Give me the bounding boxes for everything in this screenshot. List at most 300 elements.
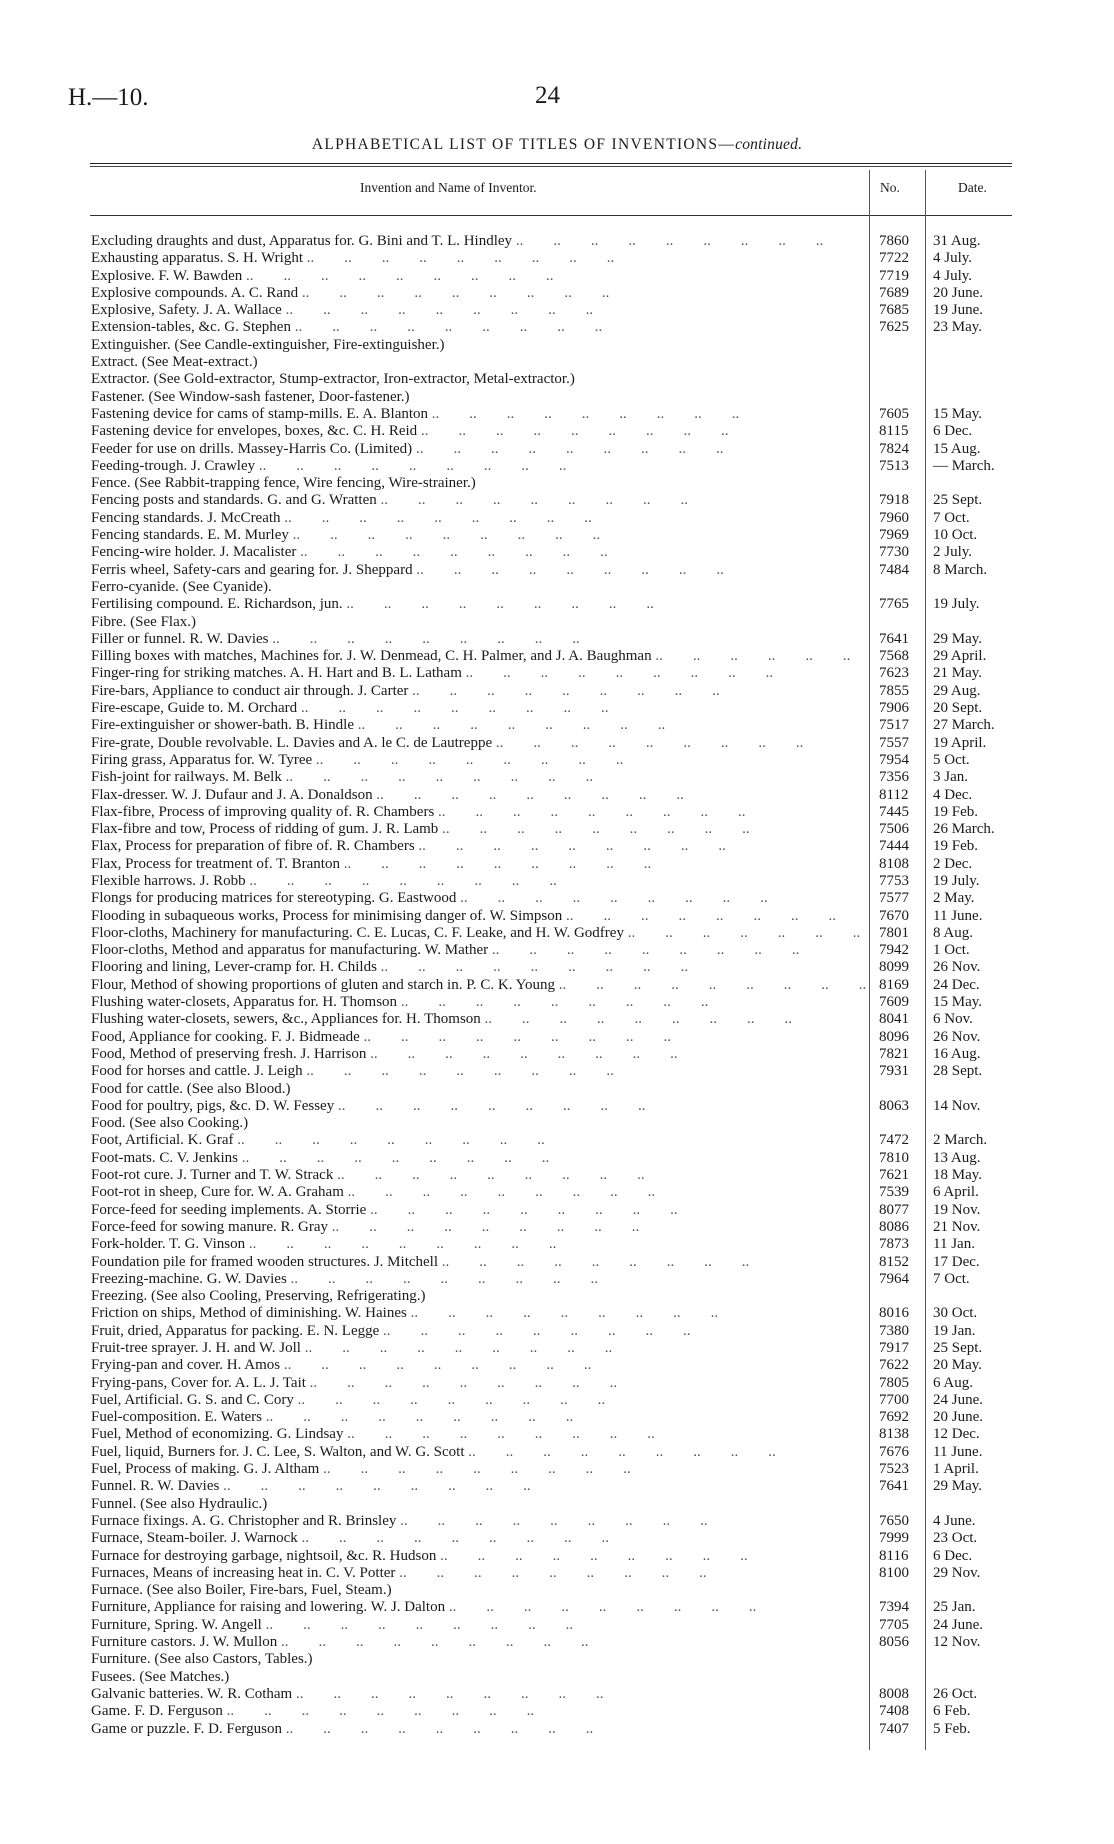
invention-title: Game or puzzle. F. D. Ferguson .. bbox=[91, 1721, 593, 1738]
patent-date: 11 June. bbox=[933, 1443, 983, 1460]
invention-title: Fire-grate, Double revolvable. L. Davies and A. le C. de Lautreppe .. bbox=[91, 735, 803, 752]
list-item bbox=[0, 319, 1114, 336]
patent-number: 8041 bbox=[879, 1011, 909, 1028]
list-item bbox=[0, 544, 1114, 561]
list-item bbox=[0, 821, 1114, 838]
list-item bbox=[0, 769, 1114, 786]
invention-title: Flax-fibre and tow, Process of ridding of gum. J. R. Lamb .. bbox=[91, 821, 750, 838]
list-item bbox=[0, 890, 1114, 907]
list-item bbox=[0, 371, 1114, 388]
list-item bbox=[0, 579, 1114, 596]
patent-date: 6 Feb. bbox=[933, 1703, 971, 1720]
patent-date: 24 June. bbox=[933, 1616, 983, 1633]
list-item bbox=[0, 1271, 1114, 1288]
list-item bbox=[0, 1081, 1114, 1098]
patent-number: 7954 bbox=[879, 751, 909, 768]
patent-date: 26 Nov. bbox=[933, 1028, 981, 1045]
patent-number: 7860 bbox=[879, 233, 909, 249]
invention-title: Explosive, Safety. J. A. Wallace .. bbox=[91, 302, 593, 319]
top-rule bbox=[90, 163, 1012, 164]
patent-number: 7356 bbox=[879, 769, 909, 786]
list-item bbox=[0, 1426, 1114, 1443]
patent-date: 19 April. bbox=[933, 734, 987, 751]
list-item bbox=[0, 787, 1114, 804]
patent-number: 7960 bbox=[879, 509, 909, 526]
invention-title: Friction on ships, Method of diminishing. W. Haines .. bbox=[91, 1305, 718, 1322]
invention-title: Fusees. (See Matches.) bbox=[91, 1668, 230, 1685]
invention-title: Fencing standards. E. M. Murley .. bbox=[91, 527, 600, 544]
patent-date: 28 Sept. bbox=[933, 1063, 983, 1080]
patent-date: — March. bbox=[933, 457, 995, 474]
invention-title: Fencing posts and standards. G. and G. Wratten .. bbox=[91, 492, 688, 509]
list-item bbox=[0, 1444, 1114, 1461]
invention-title: Fastener. (See Window-sash fastener, Door-fastener.) bbox=[91, 388, 410, 405]
patent-date: 5 Oct. bbox=[933, 751, 970, 768]
patent-number: 7918 bbox=[879, 492, 909, 509]
patent-number: 8096 bbox=[879, 1028, 909, 1045]
invention-title: Foundation pile for framed wooden structures. J. Mitchell .. bbox=[91, 1254, 749, 1271]
patent-number: 7650 bbox=[879, 1512, 909, 1529]
invention-title: Fuel, liquid, Burners for. J. C. Lee, S. Walton, and W. G. Scott .. bbox=[91, 1444, 776, 1461]
invention-title: Frying-pans, Cover for. A. L. J. Tait .. bbox=[91, 1375, 617, 1392]
invention-title: Flax-dresser. W. J. Dufaur and J. A. Donaldson .. bbox=[91, 787, 684, 804]
invention-title: Fuel, Artificial. G. S. and C. Cory .. bbox=[91, 1392, 605, 1409]
list-item bbox=[0, 925, 1114, 942]
invention-title: Force-feed for seeding implements. A. Storrie .. bbox=[91, 1202, 678, 1219]
patent-number: 8112 bbox=[879, 786, 909, 803]
patent-date: 4 July. bbox=[933, 267, 973, 284]
invention-title: Fish-joint for railways. M. Belk .. bbox=[91, 769, 593, 786]
page-number: 24 bbox=[535, 82, 560, 109]
list-item bbox=[0, 1513, 1114, 1530]
patent-number: 8099 bbox=[879, 959, 909, 976]
invention-title: Flax, Process for treatment of. T. Branton .. bbox=[91, 856, 651, 873]
top-rule-thin bbox=[90, 166, 1012, 167]
patent-number: 7517 bbox=[879, 717, 909, 734]
list-item bbox=[0, 683, 1114, 700]
patent-date: 24 Dec. bbox=[933, 976, 980, 993]
list-item bbox=[0, 250, 1114, 267]
patent-date: 15 May. bbox=[933, 994, 983, 1011]
patent-date: 14 Nov. bbox=[933, 1097, 981, 1114]
patent-number: 7692 bbox=[879, 1409, 909, 1426]
list-item bbox=[0, 285, 1114, 302]
patent-date: 21 Nov. bbox=[933, 1218, 981, 1235]
invention-title: Game. F. D. Ferguson .. bbox=[91, 1703, 534, 1720]
list-item bbox=[0, 1548, 1114, 1565]
patent-date: 19 Feb. bbox=[933, 838, 978, 855]
list-item bbox=[0, 648, 1114, 665]
list-item bbox=[0, 804, 1114, 821]
patent-date: 15 Aug. bbox=[933, 440, 981, 457]
patent-number: 7765 bbox=[879, 596, 909, 613]
header-rule bbox=[90, 215, 1012, 216]
patent-date: 16 Aug. bbox=[933, 1045, 981, 1062]
invention-title: Extension-tables, &c. G. Stephen .. bbox=[91, 319, 602, 336]
patent-date: 1 April. bbox=[933, 1461, 979, 1478]
list-item bbox=[0, 1340, 1114, 1357]
patent-date: 21 May. bbox=[933, 665, 983, 682]
patent-date: 1 Oct. bbox=[933, 942, 970, 959]
patent-date: 15 May. bbox=[933, 405, 983, 422]
list-item bbox=[0, 562, 1114, 579]
patent-date: 19 July. bbox=[933, 872, 980, 889]
list-item bbox=[0, 510, 1114, 527]
patent-date: 13 Aug. bbox=[933, 1149, 981, 1166]
patent-date: 24 June. bbox=[933, 1391, 983, 1408]
invention-title: Foot, Artificial. K. Graf .. bbox=[91, 1132, 545, 1149]
invention-title: Fire-extinguisher or shower-bath. B. Hindle .. bbox=[91, 717, 665, 734]
invention-title: Fencing-wire holder. J. Macalister .. bbox=[91, 544, 608, 561]
list-item bbox=[0, 1202, 1114, 1219]
invention-title: Fork-holder. T. G. Vinson .. bbox=[91, 1236, 556, 1253]
inventions-list bbox=[0, 233, 1114, 1738]
invention-title: Galvanic batteries. W. R. Cotham .. bbox=[91, 1686, 603, 1703]
list-item bbox=[0, 1375, 1114, 1392]
patent-number: 8116 bbox=[879, 1547, 909, 1564]
patent-number: 8056 bbox=[879, 1634, 909, 1651]
patent-date: 25 Sept. bbox=[933, 1340, 983, 1356]
patent-number: 7577 bbox=[879, 890, 909, 907]
list-item bbox=[0, 631, 1114, 648]
patent-number: 7568 bbox=[879, 648, 909, 665]
list-item bbox=[0, 665, 1114, 682]
invention-title: Floor-cloths, Method and apparatus for manufacturing. W. Mather .. bbox=[91, 942, 799, 959]
list-item bbox=[0, 441, 1114, 458]
patent-number: 7824 bbox=[879, 440, 909, 457]
invention-title: Flooring and lining, Lever-cramp for. H. Childs .. bbox=[91, 959, 688, 976]
patent-number: 7557 bbox=[879, 734, 909, 751]
patent-date: 19 Jan. bbox=[933, 1322, 976, 1339]
list-item bbox=[0, 1098, 1114, 1115]
patent-date: 31 Aug. bbox=[933, 233, 981, 249]
invention-title: Finger-ring for striking matches. A. H. Hart and B. L. Latham .. bbox=[91, 665, 773, 682]
patent-date: 6 Dec. bbox=[933, 423, 973, 440]
patent-number: 7539 bbox=[879, 1184, 909, 1201]
patent-number: 7609 bbox=[879, 994, 909, 1011]
list-item bbox=[0, 233, 1114, 250]
column-header-date: Date. bbox=[958, 180, 987, 195]
patent-number: 7855 bbox=[879, 682, 909, 699]
patent-number: 7969 bbox=[879, 527, 909, 544]
list-item bbox=[0, 1029, 1114, 1046]
patent-date: 19 Nov. bbox=[933, 1201, 981, 1218]
patent-number: 7801 bbox=[879, 924, 909, 941]
patent-date: 7 Oct. bbox=[933, 509, 970, 526]
list-item bbox=[0, 1530, 1114, 1547]
list-item bbox=[0, 1599, 1114, 1616]
patent-date: 12 Nov. bbox=[933, 1634, 981, 1651]
invention-title: Fibre. (See Flax.) bbox=[91, 613, 196, 630]
patent-date: 20 June. bbox=[933, 284, 983, 301]
list-item bbox=[0, 1686, 1114, 1703]
invention-title: Flushing water-closets, sewers, &c., Appliances for. H. Thomson .. bbox=[91, 1011, 792, 1028]
invention-title: Explosive. F. W. Bawden .. bbox=[91, 268, 554, 285]
patent-number: 7621 bbox=[879, 1167, 909, 1184]
patent-date: 6 Dec. bbox=[933, 1547, 973, 1564]
patent-number: 7821 bbox=[879, 1045, 909, 1062]
list-item bbox=[0, 1669, 1114, 1686]
invention-title: Extractor. (See Gold-extractor, Stump-extractor, Iron-extractor, Metal-extractor.) bbox=[91, 371, 575, 388]
invention-title: Furniture. (See also Castors, Tables.) bbox=[91, 1651, 313, 1668]
list-item bbox=[0, 1219, 1114, 1236]
patent-number: 7931 bbox=[879, 1063, 909, 1080]
invention-title: Furnace for destroying garbage, nightsoil, &c. R. Hudson .. bbox=[91, 1548, 748, 1565]
list-item bbox=[0, 1167, 1114, 1184]
patent-number: 7719 bbox=[879, 267, 909, 284]
patent-date: 25 Sept. bbox=[933, 492, 983, 509]
patent-number: 7942 bbox=[879, 942, 909, 959]
patent-date: 23 Oct. bbox=[933, 1530, 978, 1547]
invention-title: Flour, Method of showing proportions of gluten and starch in. P. C. K. Young .. bbox=[91, 977, 866, 994]
patent-number: 7472 bbox=[879, 1132, 909, 1149]
patent-number: 7622 bbox=[879, 1357, 909, 1374]
invention-title: Fire-escape, Guide to. M. Orchard .. bbox=[91, 700, 608, 717]
patent-number: 7906 bbox=[879, 700, 909, 717]
list-item bbox=[0, 838, 1114, 855]
patent-date: 19 July. bbox=[933, 596, 980, 613]
patent-number: 8100 bbox=[879, 1564, 909, 1581]
list-item bbox=[0, 942, 1114, 959]
list-item bbox=[0, 406, 1114, 423]
patent-number: 8108 bbox=[879, 855, 909, 872]
invention-title: Fence. (See Rabbit-trapping fence, Wire fencing, Wire-strainer.) bbox=[91, 475, 476, 492]
list-item bbox=[0, 1288, 1114, 1305]
patent-number: 7408 bbox=[879, 1703, 909, 1720]
patent-date: 4 June. bbox=[933, 1512, 976, 1529]
patent-date: 2 March. bbox=[933, 1132, 988, 1149]
list-item bbox=[0, 700, 1114, 717]
invention-title: Extract. (See Meat-extract.) bbox=[91, 354, 258, 371]
invention-title: Floor-cloths, Machinery for manufacturing. C. E. Lucas, C. F. Leake, and H. W. Godfrey .. bbox=[91, 925, 867, 942]
list-item bbox=[0, 1461, 1114, 1478]
invention-title: Exhausting apparatus. S. H. Wright .. bbox=[91, 250, 614, 267]
invention-title: Fire-bars, Appliance to conduct air through. J. Carter .. bbox=[91, 683, 720, 700]
patent-date: 26 March. bbox=[933, 821, 995, 838]
patent-date: 2 Dec. bbox=[933, 855, 973, 872]
patent-date: 8 Aug. bbox=[933, 924, 974, 941]
invention-title: Furniture, Spring. W. Angell .. bbox=[91, 1617, 573, 1634]
patent-number: 8086 bbox=[879, 1218, 909, 1235]
invention-title: Freezing-machine. G. W. Davies .. bbox=[91, 1271, 598, 1288]
list-item bbox=[0, 596, 1114, 613]
patent-number: 7484 bbox=[879, 561, 909, 578]
invention-title: Filling boxes with matches, Machines for. J. W. Denmead, C. H. Palmer, and J. A. Baughman .. bbox=[91, 648, 867, 665]
list-item bbox=[0, 856, 1114, 873]
patent-date: 23 May. bbox=[933, 319, 983, 336]
patent-number: 7689 bbox=[879, 284, 909, 301]
invention-title: Furnaces, Means of increasing heat in. C. V. Potter .. bbox=[91, 1565, 707, 1582]
list-item bbox=[0, 1011, 1114, 1028]
patent-number: 7685 bbox=[879, 302, 909, 319]
invention-title: Feeder for use on drills. Massey-Harris Co. (Limited) .. bbox=[91, 441, 723, 458]
invention-title: Furnace, Steam-boiler. J. Warnock .. bbox=[91, 1530, 609, 1547]
invention-title: Food, Method of preserving fresh. J. Harrison .. bbox=[91, 1046, 678, 1063]
patent-number: 7444 bbox=[879, 838, 909, 855]
list-item bbox=[0, 1651, 1114, 1668]
patent-date: 29 April. bbox=[933, 648, 987, 665]
list-item bbox=[0, 1046, 1114, 1063]
list-item bbox=[0, 389, 1114, 406]
invention-title: Flushing water-closets, Apparatus for. H. Thomson .. bbox=[91, 994, 708, 1011]
list-item bbox=[0, 527, 1114, 544]
patent-number: 7730 bbox=[879, 544, 909, 561]
invention-title: Extinguisher. (See Candle-extinguisher, Fire-extinguisher.) bbox=[91, 336, 445, 353]
list-item bbox=[0, 1115, 1114, 1132]
list-item bbox=[0, 1478, 1114, 1495]
patent-date: 7 Oct. bbox=[933, 1270, 970, 1287]
patent-date: 20 June. bbox=[933, 1409, 983, 1426]
patent-number: 7670 bbox=[879, 907, 909, 924]
title-continued: continued. bbox=[735, 136, 803, 153]
patent-date: 29 Aug. bbox=[933, 682, 981, 699]
page-title bbox=[0, 136, 1114, 154]
patent-date: 25 Jan. bbox=[933, 1599, 976, 1616]
invention-title: Firing grass, Apparatus for. W. Tyree .. bbox=[91, 752, 623, 769]
list-item bbox=[0, 423, 1114, 440]
list-item bbox=[0, 475, 1114, 492]
list-item bbox=[0, 337, 1114, 354]
invention-title: Food for horses and cattle. J. Leigh .. bbox=[91, 1063, 614, 1080]
list-item bbox=[0, 1063, 1114, 1080]
patent-number: 7641 bbox=[879, 630, 909, 647]
list-item bbox=[0, 1565, 1114, 1582]
invention-title: Freezing. (See also Cooling, Preserving, Refrigerating.) bbox=[91, 1288, 426, 1305]
patent-date: 19 Feb. bbox=[933, 803, 978, 820]
list-item bbox=[0, 1392, 1114, 1409]
patent-number: 7917 bbox=[879, 1340, 909, 1356]
invention-title: Foot-rot cure. J. Turner and T. W. Strack .. bbox=[91, 1167, 645, 1184]
invention-title: Explosive compounds. A. C. Rand .. bbox=[91, 285, 609, 302]
patent-date: 29 May. bbox=[933, 630, 983, 647]
list-item bbox=[0, 1150, 1114, 1167]
patent-date: 6 Nov. bbox=[933, 1011, 973, 1028]
invention-title: Fruit-tree sprayer. J. H. and W. Joll .. bbox=[91, 1340, 612, 1357]
list-item bbox=[0, 735, 1114, 752]
list-item bbox=[0, 302, 1114, 319]
invention-title: Fruit, dried, Apparatus for packing. E. N. Legge .. bbox=[91, 1323, 691, 1340]
list-item bbox=[0, 458, 1114, 475]
patent-date: 5 Feb. bbox=[933, 1720, 971, 1737]
list-item bbox=[0, 492, 1114, 509]
list-item bbox=[0, 614, 1114, 631]
list-item bbox=[0, 1703, 1114, 1720]
list-item bbox=[0, 717, 1114, 734]
patent-date: 29 Nov. bbox=[933, 1564, 981, 1581]
patent-number: 7394 bbox=[879, 1599, 909, 1616]
patent-date: 26 Nov. bbox=[933, 959, 981, 976]
column-header-invention: Invention and Name of Inventor. bbox=[360, 180, 537, 195]
invention-title: Funnel. (See also Hydraulic.) bbox=[91, 1495, 268, 1512]
invention-title: Frying-pan and cover. H. Amos .. bbox=[91, 1357, 591, 1374]
invention-title: Excluding draughts and dust, Apparatus for. G. Bini and T. L. Hindley .. bbox=[91, 233, 823, 250]
patent-number: 7722 bbox=[879, 250, 909, 267]
patent-number: 8016 bbox=[879, 1305, 909, 1322]
patent-date: 8 March. bbox=[933, 561, 988, 578]
patent-number: 7506 bbox=[879, 821, 909, 838]
patent-number: 7700 bbox=[879, 1391, 909, 1408]
patent-date: 2 July. bbox=[933, 544, 973, 561]
title-main: ALPHABETICAL LIST OF TITLES OF INVENTIONS— bbox=[311, 136, 736, 153]
patent-number: 8008 bbox=[879, 1685, 909, 1702]
patent-date: 6 April. bbox=[933, 1184, 979, 1201]
invention-title: Filler or funnel. R. W. Davies .. bbox=[91, 631, 580, 648]
invention-title: Food, Appliance for cooking. F. J. Bidmeade .. bbox=[91, 1029, 671, 1046]
patent-number: 7513 bbox=[879, 457, 909, 474]
patent-date: 30 Oct. bbox=[933, 1305, 978, 1322]
invention-title: Fertilising compound. E. Richardson, jun. .. bbox=[91, 596, 654, 613]
invention-title: Flongs for producing matrices for stereotyping. G. Eastwood .. bbox=[91, 890, 768, 907]
patent-number: 7523 bbox=[879, 1461, 909, 1478]
invention-title: Food. (See also Cooking.) bbox=[91, 1115, 249, 1132]
patent-date: 19 June. bbox=[933, 302, 983, 319]
patent-number: 8077 bbox=[879, 1201, 909, 1218]
column-header-no: No. bbox=[880, 180, 900, 195]
patent-date: 12 Dec. bbox=[933, 1426, 980, 1443]
patent-number: 7605 bbox=[879, 405, 909, 422]
invention-title: Ferro-cyanide. (See Cyanide). bbox=[91, 578, 272, 595]
list-item bbox=[0, 977, 1114, 994]
patent-date: 18 May. bbox=[933, 1167, 983, 1184]
patent-number: 7810 bbox=[879, 1149, 909, 1166]
patent-date: 27 March. bbox=[933, 717, 995, 734]
list-item bbox=[0, 1323, 1114, 1340]
list-item bbox=[0, 959, 1114, 976]
invention-title: Fencing standards. J. McCreath .. bbox=[91, 510, 592, 527]
patent-number: 8152 bbox=[879, 1253, 909, 1270]
list-item bbox=[0, 1236, 1114, 1253]
list-item bbox=[0, 1132, 1114, 1149]
patent-number: 7705 bbox=[879, 1616, 909, 1633]
list-item bbox=[0, 1617, 1114, 1634]
invention-title: Fastening device for cams of stamp-mills. E. A. Blanton .. bbox=[91, 406, 739, 423]
invention-title: Food for cattle. (See also Blood.) bbox=[91, 1080, 291, 1097]
list-item bbox=[0, 1634, 1114, 1651]
invention-title: Fastening device for envelopes, boxes, &c. C. H. Reid .. bbox=[91, 423, 728, 440]
patent-date: 4 July. bbox=[933, 250, 973, 267]
invention-title: Flax, Process for preparation of fibre of. R. Chambers .. bbox=[91, 838, 726, 855]
patent-number: 7641 bbox=[879, 1478, 909, 1495]
list-item bbox=[0, 994, 1114, 1011]
invention-title: Flexible harrows. J. Robb .. bbox=[91, 873, 557, 890]
list-item bbox=[0, 1184, 1114, 1201]
patent-number: 7964 bbox=[879, 1270, 909, 1287]
patent-date: 26 Oct. bbox=[933, 1685, 978, 1702]
patent-number: 7445 bbox=[879, 803, 909, 820]
list-item bbox=[0, 354, 1114, 371]
invention-title: Furnace fixings. A. G. Christopher and R. Brinsley .. bbox=[91, 1513, 708, 1530]
invention-title: Feeding-trough. J. Crawley .. bbox=[91, 458, 566, 475]
invention-title: Foot-rot in sheep, Cure for. W. A. Graham .. bbox=[91, 1184, 655, 1201]
list-item bbox=[0, 1409, 1114, 1426]
patent-number: 7623 bbox=[879, 665, 909, 682]
patent-date: 20 May. bbox=[933, 1357, 983, 1374]
patent-date: 2 May. bbox=[933, 890, 975, 907]
list-item bbox=[0, 1496, 1114, 1513]
invention-title: Food for poultry, pigs, &c. D. W. Fessey .. bbox=[91, 1098, 645, 1115]
invention-title: Flooding in subaqueous works, Process for minimising danger of. W. Simpson .. bbox=[91, 908, 867, 925]
patent-number: 7753 bbox=[879, 872, 909, 889]
list-item bbox=[0, 752, 1114, 769]
patent-number: 8138 bbox=[879, 1426, 909, 1443]
invention-title: Furniture castors. J. W. Mullon .. bbox=[91, 1634, 589, 1651]
patent-date: 10 Oct. bbox=[933, 527, 978, 544]
list-item bbox=[0, 268, 1114, 285]
list-item bbox=[0, 1721, 1114, 1738]
list-item bbox=[0, 1582, 1114, 1599]
patent-number: 7380 bbox=[879, 1322, 909, 1339]
invention-title: Force-feed for sowing manure. R. Gray .. bbox=[91, 1219, 639, 1236]
